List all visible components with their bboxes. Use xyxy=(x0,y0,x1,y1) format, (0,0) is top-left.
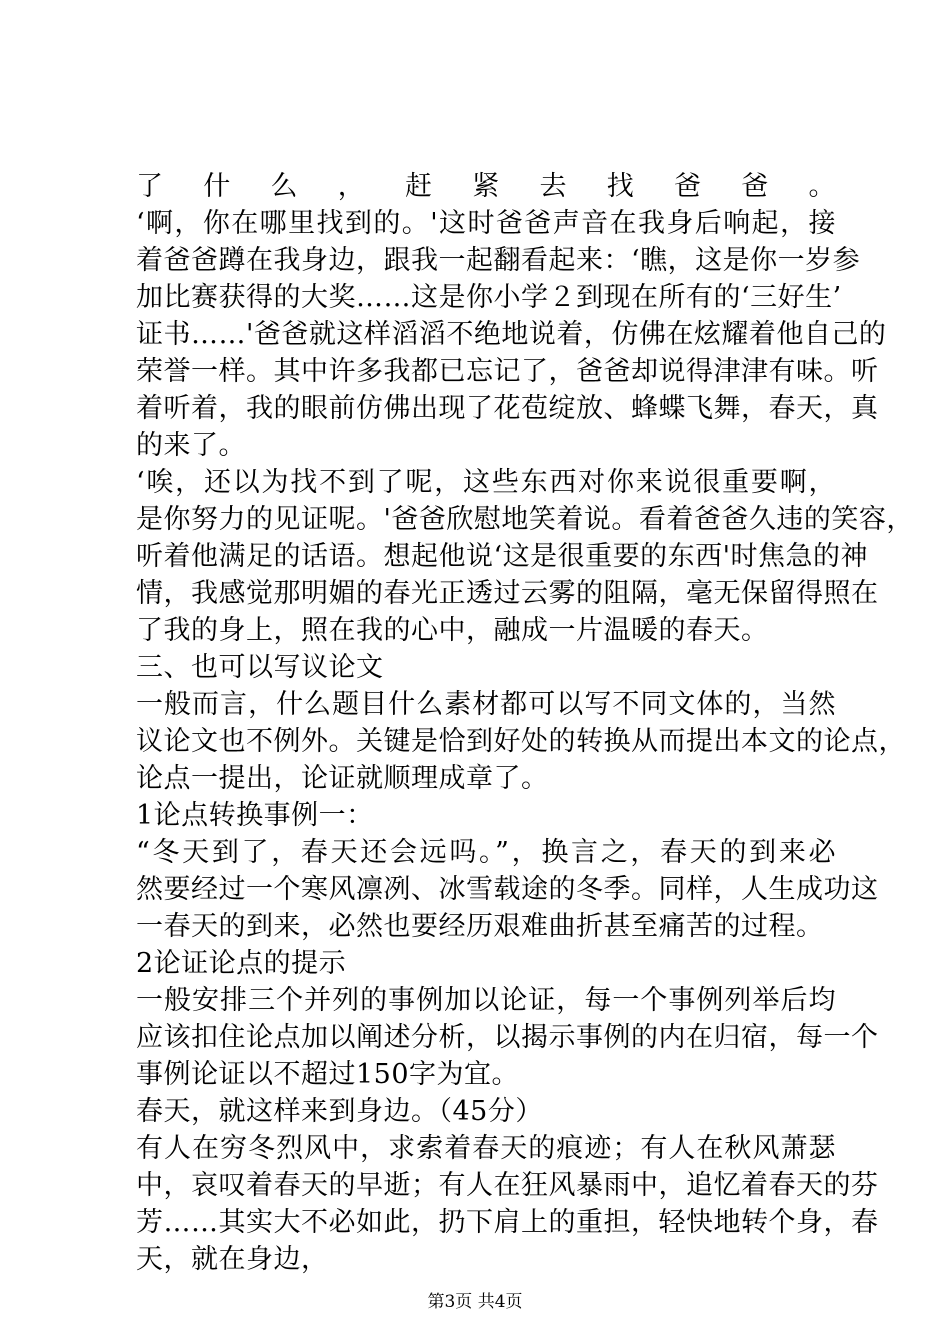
text-line: 论点一提出，论证就顺理成章了。 xyxy=(136,763,549,794)
text-line: 了什么，赶紧去找爸爸。 xyxy=(136,171,836,202)
text-line: 有人在穷冬烈风中，求索着春天的痕迹；有人在秋风萧瑟 xyxy=(136,1133,836,1164)
text-line: 证书……'爸爸就这样滔滔不绝地说着，仿佛在炫耀着他自己的 xyxy=(136,319,887,350)
text-line: ‘啊，你在哪里找到的。'这时爸爸声音在我身后响起，接 xyxy=(136,208,836,239)
text-line: 中，哀叹着春天的早逝；有人在狂风暴雨中，追忆着春天的芬 xyxy=(136,1170,879,1201)
section-heading: 三、也可以写议论文 xyxy=(136,652,384,683)
text-line: 议论文也不例外。关键是恰到好处的转换从而提出本文的论点， xyxy=(136,726,906,757)
text-line: 听着他满足的话语。想起他说‘这是很重要的东西'时焦急的神 xyxy=(136,541,869,572)
text-line: 一春天的到来，必然也要经历艰难曲折甚至痛苦的过程。 xyxy=(136,911,824,942)
text-line: 芳……其实大不必如此，扔下肩上的重担，轻快地转个身，春 xyxy=(136,1207,879,1238)
text-line: 了我的身上，照在我的心中，融成一片温暖的春天。 xyxy=(136,615,769,646)
text-line: “冬天到了，春天还会远吗。”，换言之，春天的到来必 xyxy=(136,837,836,868)
subheading: 2论证论点的提示 xyxy=(136,948,347,979)
text-line: 然要经过一个寒风凛冽、冰雪载途的冬季。同样，人生成功这 xyxy=(136,874,879,905)
text-line: 一般而言，什么题目什么素材都可以写不同文体的，当然 xyxy=(136,689,836,720)
text-line: 荣誉一样。其中许多我都已忘记了，爸爸却说得津津有味。听 xyxy=(136,356,879,387)
text-line: 加比赛获得的大奖……这是你小学２到现在所有的‘三好生’ xyxy=(136,282,842,313)
text-line: 着爸爸蹲在我身边，跟我一起翻看起来：‘瞧，这是你一岁参 xyxy=(136,245,861,276)
page-footer: 第3页 共4页 xyxy=(427,1292,523,1312)
text-line: 情，我感觉那明媚的春光正透过云雾的阻隔，毫无保留得照在 xyxy=(136,578,879,609)
text-line: ‘唉，还以为找不到了呢，这些东西对你来说很重要啊， xyxy=(136,467,836,498)
text-line: 应该扣住论点加以阐述分析，以揭示事例的内在归宿，每一个 xyxy=(136,1022,879,1053)
text-line: 事例论证以不超过150字为宜。 xyxy=(136,1059,520,1090)
text-line: 天，就在身边， xyxy=(136,1244,329,1275)
text-line: 一般安排三个并列的事例加以论证，每一个事例列举后均 xyxy=(136,985,836,1016)
text-line: 是你努力的见证呢。'爸爸欣慰地笑着说。看着爸爸久违的笑容， xyxy=(136,504,914,535)
subheading: 1论点转换事例一： xyxy=(136,800,374,831)
text-line: 着听着，我的眼前仿佛出现了花苞绽放、蜂蝶飞舞，春天，真 xyxy=(136,393,879,424)
essay-title: 春天，就这样来到身边。（45分） xyxy=(136,1096,543,1127)
text-line: 的来了。 xyxy=(136,430,246,461)
